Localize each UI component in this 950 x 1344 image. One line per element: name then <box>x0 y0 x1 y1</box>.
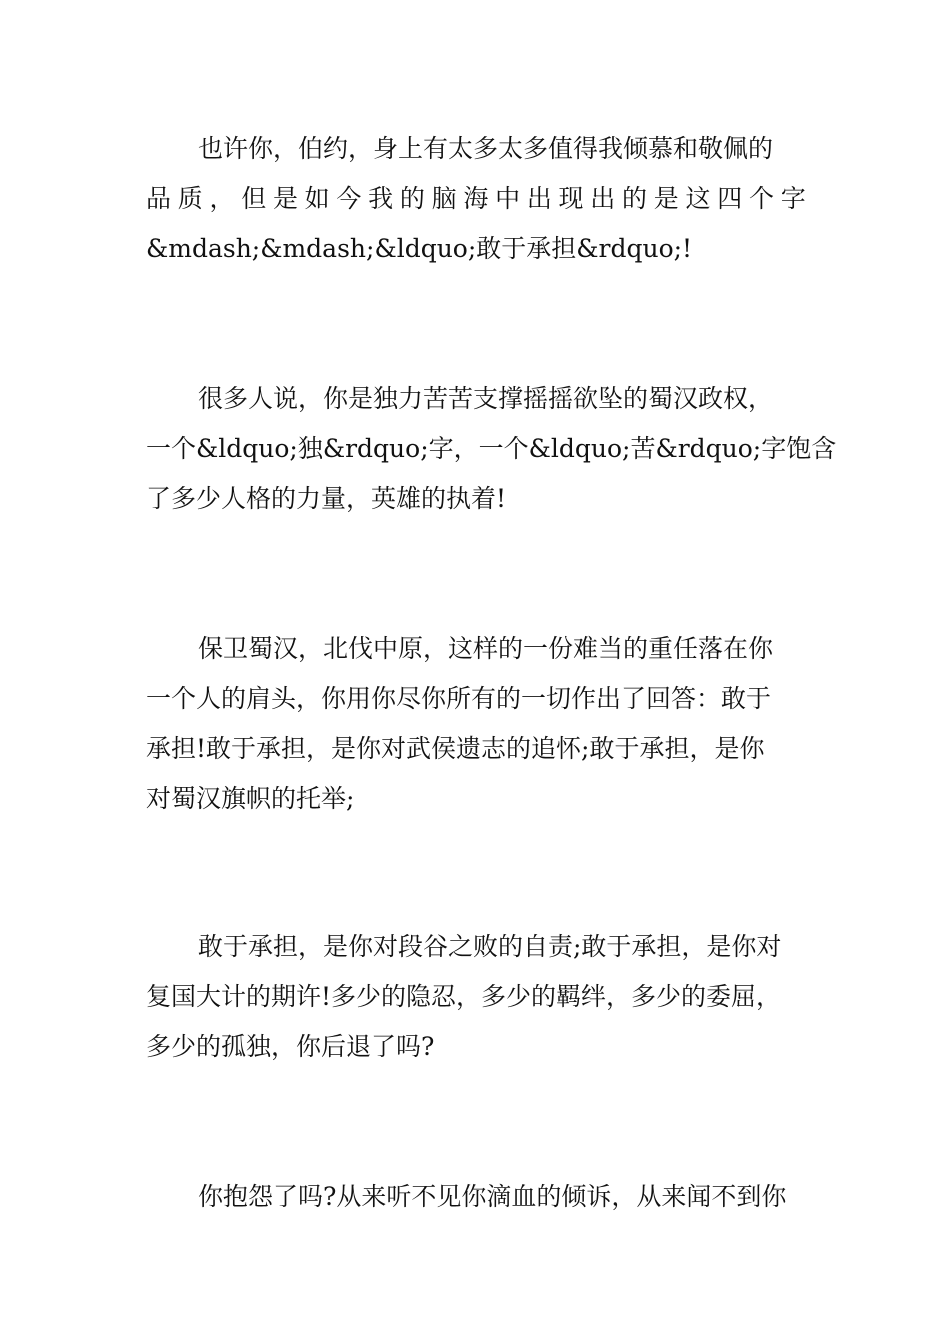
paragraph-line: 你抱怨了吗?从来听不见你滴血的倾诉，从来闻不到你 <box>198 1182 787 1211</box>
spread-char: ， <box>209 184 235 213</box>
paragraph-5 <box>146 1172 806 1222</box>
spread-char: 的 <box>622 184 648 213</box>
paragraph-1 <box>146 124 806 274</box>
paragraph-line: &mdash;&mdash;&ldquo;敢于承担&rdquo;! <box>146 234 693 263</box>
paragraph-line: 一个人的肩头，你用你尽你所有的一切作出了回答：敢于 <box>146 684 772 713</box>
spread-char: 脑 <box>431 184 457 213</box>
paragraph-line: 了多少人格的力量，英雄的执着! <box>146 484 507 513</box>
paragraph-line: 对蜀汉旗帜的托举; <box>146 784 355 813</box>
spread-char: 我 <box>368 184 394 213</box>
spread-char: 质 <box>177 184 203 213</box>
spread-char: 这 <box>685 184 711 213</box>
paragraph-line: 保卫蜀汉，北伐中原，这样的一份难当的重任落在你 <box>198 634 774 663</box>
paragraph-line: 多少的孤独，你后退了吗? <box>146 1032 435 1061</box>
spread-char: 中 <box>495 184 521 213</box>
paragraph-line: 一个&ldquo;独&rdquo;字，一个&ldquo;苦&rdquo;字饱含 <box>146 434 837 463</box>
paragraph-line: 也许你，伯约，身上有太多太多值得我倾慕和敬佩的 <box>198 134 774 163</box>
spread-char: 四 <box>717 184 743 213</box>
spread-char: 海 <box>463 184 489 213</box>
spread-char: 个 <box>748 184 774 213</box>
paragraph-line <box>146 174 806 224</box>
paragraph-2 <box>146 374 837 524</box>
spread-char: 是 <box>653 184 679 213</box>
spread-char: 品 <box>146 184 172 213</box>
spread-char: 今 <box>336 184 362 213</box>
spread-char: 出 <box>590 184 616 213</box>
spread-char: 的 <box>399 184 425 213</box>
spread-char: 是 <box>272 184 298 213</box>
paragraph-3 <box>146 624 806 824</box>
paragraph-line: 复国大计的期许!多少的隐忍，多少的羁绊，多少的委屈， <box>146 982 782 1011</box>
spread-char: 现 <box>558 184 584 213</box>
paragraph-line: 敢于承担，是你对段谷之败的自责;敢于承担，是你对 <box>198 932 782 961</box>
spread-char: 但 <box>241 184 267 213</box>
paragraph-line: 承担!敢于承担，是你对武侯遗志的追怀;敢于承担，是你 <box>146 734 765 763</box>
spread-char: 如 <box>304 184 330 213</box>
spread-char: 出 <box>526 184 552 213</box>
spread-char: 字 <box>780 184 806 213</box>
paragraph-4 <box>146 922 806 1072</box>
paragraph-line: 很多人说，你是独力苦苦支撑摇摇欲坠的蜀汉政权， <box>198 384 774 413</box>
